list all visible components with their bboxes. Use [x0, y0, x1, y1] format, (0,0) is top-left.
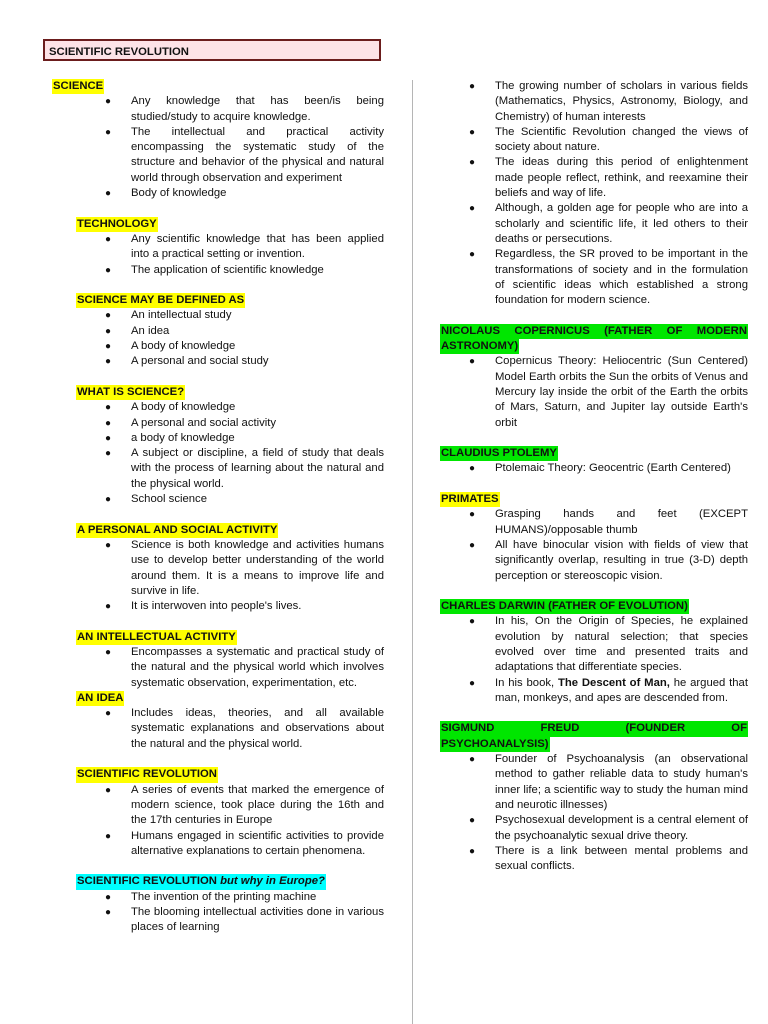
list-item: ● Grasping hands and feet (EXCEPT HUMANS)/opposable thumb — [469, 508, 748, 536]
bullet-list — [105, 308, 384, 369]
section-primates — [440, 492, 748, 507]
page-title: SCIENTIFIC REVOLUTION — [43, 39, 381, 61]
list-item: ● The blooming intellectual activities done in various places of learning — [105, 906, 384, 934]
section-heading: SCIENTIFIC REVOLUTION but why in Europe? — [76, 874, 326, 889]
list-item: ● The Scientific Revolution changed the views of society about nature. — [469, 125, 748, 154]
list-item: ● A series of events that marked the emergence of modern science, took place during the 16th and the 17th centuries in Europe — [105, 783, 384, 827]
list-item: ● Although, a golden age for people who are into a scholarly and scientific life, it led others to their deaths or persecutions. — [469, 202, 748, 245]
list-item: ● Ptolemaic Theory: Geocentric (Earth Centered) — [469, 462, 731, 475]
bullet-list — [105, 400, 384, 507]
list-item: ● Any knowledge that has been/is being studied/study to acquire knowledge. — [105, 95, 384, 123]
list-item: ● The growing number of scholars in various fields (Mathematics, Physics, Astronomy, Biology, and Chemistry) of human interests — [469, 80, 748, 123]
list-item: ● There is a link between mental problems and sexual conflicts. — [469, 844, 748, 873]
section-heading: AN INTELLECTUAL ACTIVITY — [76, 630, 237, 645]
section-copernicus — [440, 324, 748, 355]
section-defined — [76, 293, 384, 308]
list-item: ● Includes ideas, theories, and all available systematic explanations and observations about the natural and the physical world. — [105, 707, 384, 750]
bullet-list — [105, 94, 384, 201]
list-item: ● It is interwoven into people's lives. — [105, 600, 302, 613]
left-column — [52, 79, 384, 936]
section-heading: A PERSONAL AND SOCIAL ACTIVITY — [76, 523, 278, 538]
bullet-list — [469, 614, 748, 706]
bullet-list — [105, 538, 384, 614]
list-item: ● Any scientific knowledge that has been applied into a practical setting or invention. — [105, 232, 384, 261]
right-column — [440, 79, 748, 874]
list-item: ● School science — [105, 493, 207, 506]
list-item: ● In his book, The Descent of Man, he argued that man, monkeys, and apes are descended from. — [469, 676, 748, 704]
section-idea — [76, 691, 384, 706]
list-item: ● Humans engaged in scientific activities to provide alternative explanations to certain phenomena. — [105, 829, 384, 857]
section-science — [52, 79, 384, 201]
section-freud — [440, 721, 748, 752]
bullet-list — [469, 752, 748, 874]
bullet-list — [469, 354, 748, 430]
section-heading-cont: ASTRONOMY) — [440, 339, 519, 354]
bullet-list — [469, 507, 748, 583]
list-item: ● Psychosexual development is a central element of the psychoanalytic sexual drive theory. — [469, 814, 748, 842]
list-item: ● A body of knowledge — [105, 401, 236, 414]
bullet-list — [469, 461, 748, 476]
section-heading: AN IDEA — [76, 691, 124, 706]
bullet-list — [469, 79, 748, 308]
section-scientific-revolution — [76, 767, 384, 782]
bullet-list — [105, 706, 384, 752]
list-item: ● The ideas during this period of enlightenment made people reflect, rethink, and reexamine their beliefs and way of life. — [469, 156, 748, 200]
list-item: ● Body of knowledge — [105, 187, 227, 200]
section-heading: SCIENCE — [52, 79, 104, 94]
section-darwin — [440, 599, 748, 614]
column-divider — [412, 80, 413, 1024]
section-heading: NICOLAUS COPERNICUS (FATHER OF MODERN — [440, 324, 748, 339]
list-item: ● a body of knowledge — [105, 431, 235, 444]
section-what-is-science — [76, 385, 384, 400]
list-item: ● Regardless, the SR proved to be important in the transformations of society and in the formulation of scientific ideas which established a strong foundation for modern science. — [469, 248, 748, 307]
list-item: ● Founder of Psychoanalysis (an observational method to gather reliable data to study human's inner life; a scientific way to study the human mind and neurotic illnesses) — [469, 753, 748, 811]
section-heading-cont: PSYCHOANALYSIS) — [440, 737, 550, 752]
section-intellectual — [76, 630, 384, 645]
section-heading: SCIENCE MAY BE DEFINED AS — [76, 293, 245, 308]
list-item: ● The application of scientific knowledge — [105, 263, 324, 276]
list-item: ● An idea — [105, 324, 170, 337]
section-why-europe — [76, 874, 384, 889]
section-heading: CLAUDIUS PTOLEMY — [440, 446, 558, 461]
list-item: ● A subject or discipline, a field of study that deals with the process of learning about the natural and the physical world. — [105, 447, 384, 490]
bullet-list — [105, 783, 384, 859]
section-heading: CHARLES DARWIN (FATHER OF EVOLUTION) — [440, 599, 689, 614]
section-heading: TECHNOLOGY — [76, 217, 158, 232]
list-item: ● In his, On the Origin of Species, he explained evolution by natural selection; that species evolved over time and presented traits and adaptations that differentiate species. — [469, 615, 748, 674]
bullet-list — [105, 890, 384, 936]
section-heading: SCIENTIFIC REVOLUTION — [76, 767, 218, 782]
bullet-list — [105, 645, 384, 691]
list-item: ● An intellectual study — [105, 309, 232, 322]
section-ptolemy — [440, 446, 748, 461]
section-technology — [76, 217, 384, 232]
list-item: ● The invention of the printing machine — [105, 890, 317, 903]
list-item: ● A body of knowledge — [105, 340, 236, 353]
list-item: ● Copernicus Theory: Heliocentric (Sun Centered) Model Earth orbits the Sun the orbits of Venus and Mercury lay inside the orbit of the Earth the orbits of Mars, Saturn, and Jupiter lay outside Earth's orbit — [469, 355, 748, 429]
list-item: ● Encompasses a systematic and practical study of the natural and the physical world which involves systematic observation, experimentation, etc. — [105, 645, 384, 689]
list-item: ● The intellectual and practical activity encompassing the systematic study of the structure and behavior of the physical and natural world through observation and experiment — [105, 125, 384, 184]
list-item: ● A personal and social activity — [105, 416, 277, 429]
section-heading: PRIMATES — [440, 492, 500, 507]
section-personal-social — [76, 523, 384, 538]
section-heading: SIGMUND FREUD (FOUNDER OF — [440, 721, 748, 736]
section-heading: WHAT IS SCIENCE? — [76, 385, 185, 400]
list-item: ● A personal and social study — [105, 355, 269, 368]
list-item: ● All have binocular vision with fields of view that significantly overlap, resulting in true (3-D) depth perception or stereoscopic vision. — [469, 538, 748, 582]
list-item: ● Science is both knowledge and activities humans use to develop better understanding of the world around them. It is a means to improve life and survive in life. — [105, 538, 384, 597]
bullet-list — [105, 232, 384, 278]
